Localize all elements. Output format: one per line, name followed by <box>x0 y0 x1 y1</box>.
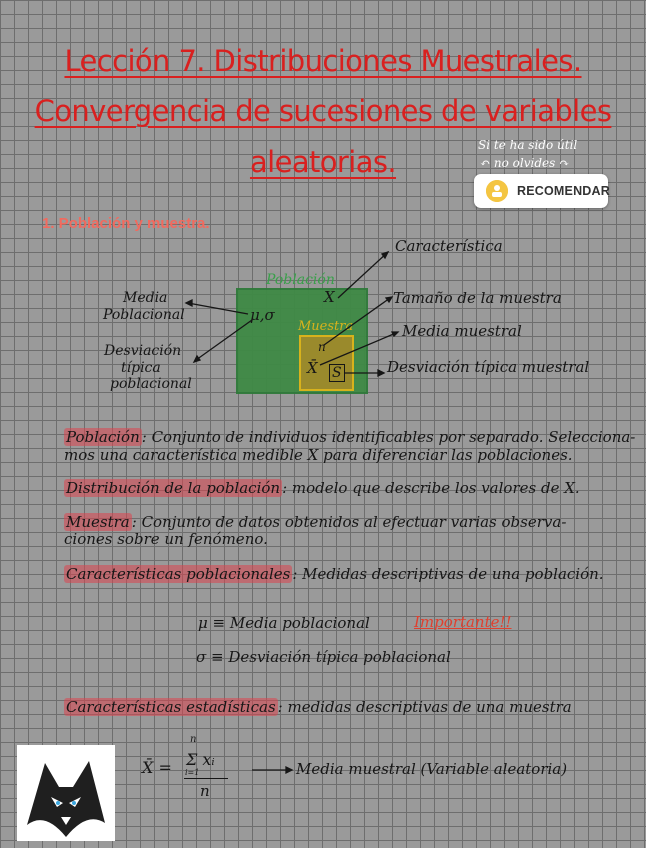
fraction-bar <box>184 778 228 779</box>
mu-sigma: μ,σ <box>250 306 275 324</box>
def-distribucion-text: : modelo que describe los valores de X. <box>282 479 580 497</box>
n-symbol: n <box>318 340 326 354</box>
desviacion-label-2: típica <box>121 360 161 376</box>
formula-sum: Σ xᵢ <box>186 750 215 769</box>
poblacion-label: Población <box>266 272 335 288</box>
def-distribucion <box>64 479 580 497</box>
title-line-3: aleatorias. <box>249 145 397 179</box>
formula-n-top: n <box>190 734 197 745</box>
media-label-1: Media <box>123 290 168 306</box>
desviacion-label-1: Desviación <box>104 343 182 359</box>
media-muestral-label: Media muestral <box>402 322 522 340</box>
term-distribucion: Distribución de la población <box>66 479 281 497</box>
def-carac-pob-text: : Medidas descriptivas de una población. <box>292 565 604 583</box>
def-carac-est-text: : medidas descriptivas de una muestra <box>277 698 572 716</box>
recommend-note: Si te ha sido útil <box>478 138 578 152</box>
importante-note: Importante!! <box>414 613 512 631</box>
section-heading: 1. Población y muestra. <box>42 215 210 232</box>
desviacion-muestral-label: Desviación típica muestral <box>387 358 590 376</box>
title-line-2: Convergencia de sucesiones de variables <box>34 94 612 128</box>
formula-index: i=1 <box>185 768 200 777</box>
def-carac-pob <box>64 565 604 583</box>
formula-den: n <box>200 782 210 800</box>
S-symbol: S <box>329 364 345 382</box>
recommend-button-label: RECOMENDAR <box>517 184 610 198</box>
def-poblacion-text-1: : Conjunto de individuos identificables por separado. Selecciona- <box>141 428 636 446</box>
def-muestra <box>64 513 566 531</box>
term-poblacion: Población <box>66 428 140 446</box>
term-carac-est: Características estadísticas <box>66 698 276 716</box>
title-line-1: Lección 7. Distribuciones Muestrales. <box>64 44 582 78</box>
sigma-definition: σ ≡ Desviación típica poblacional <box>196 648 451 666</box>
recommend-note-2: ↶ no olvides ↷ <box>480 156 570 170</box>
mu-definition: μ ≡ Media poblacional <box>198 614 370 632</box>
def-poblacion-text-2: mos una característica medible X para diferenciar las poblaciones. <box>64 446 573 464</box>
xbar-symbol: X̄ <box>307 359 318 377</box>
formula-lhs: X̄ = <box>142 758 172 777</box>
X-symbol: X <box>324 288 335 306</box>
muestra-label: Muestra <box>298 319 354 334</box>
def-poblacion <box>64 428 635 446</box>
desviacion-label-3: poblacional <box>110 376 192 392</box>
term-muestra: Muestra <box>66 513 130 531</box>
term-carac-pob: Características poblacionales <box>66 565 291 583</box>
def-muestra-text-2: ciones sobre un fenómeno. <box>64 530 268 548</box>
def-muestra-text-1: : Conjunto de datos obtenidos al efectuar varias observa- <box>131 513 567 531</box>
caracteristica-label: Característica <box>395 237 503 255</box>
def-carac-est <box>64 698 572 716</box>
tamano-label: Tamaño de la muestra <box>393 289 562 307</box>
media-label-2: Poblacional <box>103 307 185 323</box>
formula-description: Media muestral (Variable aleatoria) <box>296 760 568 778</box>
wolf-logo <box>17 745 115 841</box>
